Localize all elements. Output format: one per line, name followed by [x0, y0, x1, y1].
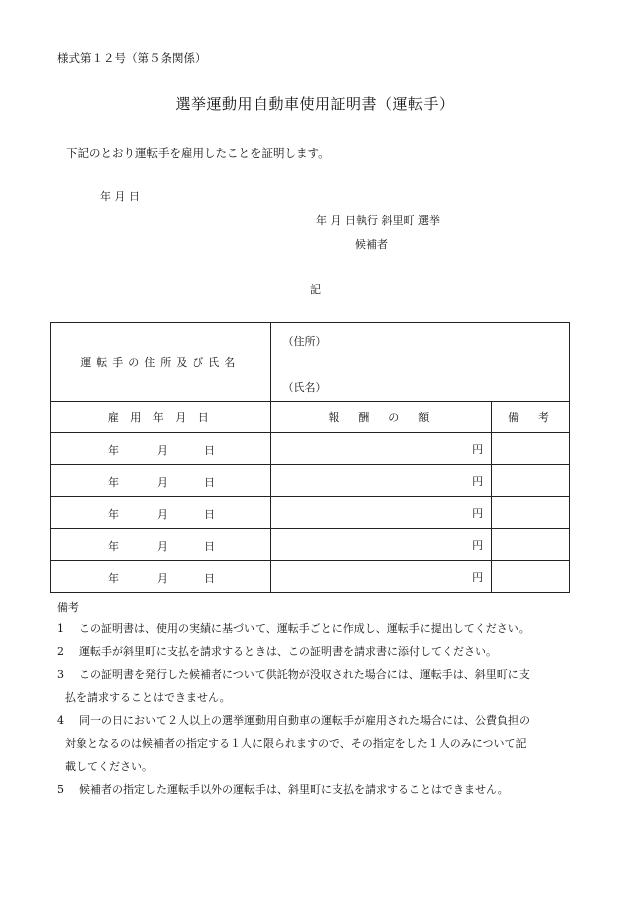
year-label: 年 [108, 572, 119, 585]
col-remuneration: 報 酬 の 額 [270, 402, 492, 433]
note-text: この証明書は、使用の実績に基づいて、運転手ごとに作成し、運転手に提出してください。 [79, 622, 530, 635]
cert-month-label: 月 [114, 190, 126, 203]
note-number: 3 [57, 668, 64, 681]
table-row [51, 561, 570, 593]
year-label: 年 [108, 508, 119, 521]
table-row [51, 433, 570, 465]
remuneration-cell[interactable]: 円 [270, 465, 492, 497]
document-title: 選挙運動用自動車使用証明書（運転手） [175, 95, 455, 113]
year-label: 年 [108, 444, 119, 457]
table-row [51, 497, 570, 529]
day-label: 日 [204, 540, 215, 553]
note-text: この証明書を発行した候補者について供託物が没収された場合には、運転手は、斜里町に支 [79, 668, 530, 681]
note-number: 2 [57, 645, 64, 658]
form-number: 様式第１２号（第５条関係） [57, 51, 207, 65]
month-label: 月 [157, 444, 168, 457]
employment-date-cell[interactable] [51, 465, 271, 497]
note-number: 1 [57, 622, 64, 635]
exec-month-label: 月 [330, 214, 342, 227]
table-row [51, 465, 570, 497]
note-item [57, 640, 497, 663]
note-text: 運転手が斜里町に支払を請求するときは、この証明書を請求書に添付してください。 [79, 645, 497, 658]
driver-info-row [51, 323, 570, 402]
notes-cell[interactable] [492, 433, 570, 465]
note-text: 同一の日において２人以上の選挙運動用自動車の運転手が雇用された場合には、公費負担の [79, 714, 530, 727]
employment-table [50, 322, 570, 593]
remuneration-cell[interactable]: 円 [270, 529, 492, 561]
day-label: 日 [204, 476, 215, 489]
notes-cell[interactable] [492, 561, 570, 593]
notes-heading: 備考 [57, 601, 79, 614]
notes-cell[interactable] [492, 465, 570, 497]
exec-day-label: 日執行 [345, 214, 378, 227]
address-label: （住所） [282, 335, 327, 348]
month-label: 月 [157, 476, 168, 489]
month-label: 月 [157, 508, 168, 521]
day-label: 日 [204, 572, 215, 585]
table-header-row [51, 402, 570, 433]
remuneration-cell[interactable]: 円 [270, 561, 492, 593]
year-label: 年 [108, 476, 119, 489]
election-label: 選挙 [418, 214, 440, 227]
day-label: 日 [204, 508, 215, 521]
notes-cell[interactable] [492, 529, 570, 561]
employment-date-cell[interactable] [51, 529, 271, 561]
remuneration-cell[interactable]: 円 [270, 433, 492, 465]
employment-date-cell[interactable] [51, 497, 271, 529]
election-execution-line [316, 212, 566, 228]
employment-date-cell[interactable] [51, 561, 271, 593]
note-text-continued: 払を請求することはできません。 [65, 691, 231, 704]
town-name: 斜里町 [381, 214, 415, 227]
driver-header-cell: 運転手の住所及び氏名 [51, 323, 271, 402]
certification-date [100, 188, 210, 204]
table-row [51, 529, 570, 561]
note-item [57, 663, 530, 709]
ki-heading: 記 [310, 283, 321, 296]
employment-date-cell[interactable] [51, 433, 271, 465]
remuneration-cell[interactable]: 円 [270, 497, 492, 529]
note-number: 4 [57, 714, 64, 727]
note-item [57, 617, 530, 640]
note-item [57, 709, 530, 778]
driver-info-cell[interactable] [270, 323, 569, 402]
month-label: 月 [157, 540, 168, 553]
month-label: 月 [157, 572, 168, 585]
candidate-label: 候補者 [355, 238, 388, 251]
year-label: 年 [108, 540, 119, 553]
cert-day-label: 日 [129, 190, 140, 203]
col-notes: 備 考 [492, 402, 570, 433]
exec-year-label: 年 [316, 214, 327, 227]
cert-year-label: 年 [100, 190, 111, 203]
day-label: 日 [204, 444, 215, 457]
name-label: （氏名） [282, 381, 327, 394]
notes-cell[interactable] [492, 497, 570, 529]
note-text-continued: 対象となるのは候補者の指定する１人に限られますので、その指定をした１人のみについて記 [65, 737, 527, 750]
note-number: 5 [57, 783, 64, 796]
note-text-continued: 載してください。 [65, 760, 153, 773]
col-employment-date: 雇 用 年 月 日 [51, 402, 271, 433]
intro-statement: 下記のとおり運転手を雇用したことを証明します。 [66, 146, 330, 160]
note-text: 候補者の指定した運転手以外の運転手は、斜里町に支払を請求することはできません。 [79, 783, 509, 796]
note-item [57, 778, 509, 801]
